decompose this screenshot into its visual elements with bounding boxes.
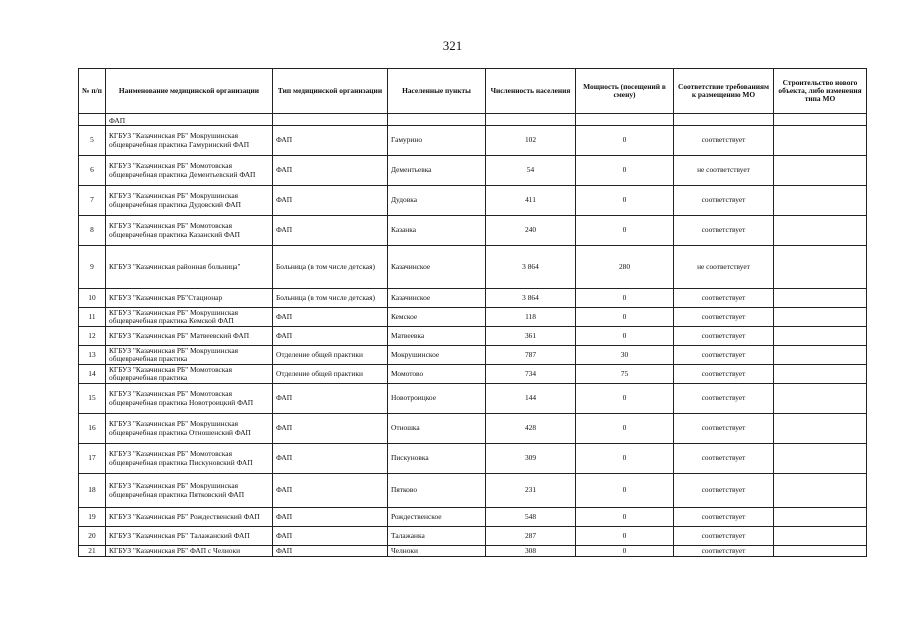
cell-num: 17	[79, 444, 106, 474]
cell-type: Больница (в том числе детская)	[273, 246, 388, 289]
cell-place: Матвеевка	[388, 327, 486, 346]
cell-name: КГБУЗ "Казачинская РБ" Матвеевский ФАП	[106, 327, 273, 346]
cell-population: 734	[486, 365, 576, 384]
cell-compliance: соответствует	[674, 126, 774, 156]
cell-type: ФАП	[273, 156, 388, 186]
cell-capacity	[576, 114, 674, 126]
table-row	[79, 527, 867, 546]
cell-compliance: соответствует	[674, 289, 774, 308]
cell-place: Талажанка	[388, 527, 486, 546]
cell-type: ФАП	[273, 444, 388, 474]
cell-type: ФАП	[273, 384, 388, 414]
cell-place: Дудовка	[388, 186, 486, 216]
cell-population: 309	[486, 444, 576, 474]
header-compliance: Соответствие требованиям к размещению МО	[674, 69, 774, 114]
page-number: 321	[442, 38, 463, 53]
cell-construction	[774, 126, 867, 156]
table-row	[79, 327, 867, 346]
cell-capacity: 0	[576, 308, 674, 327]
cell-num: 16	[79, 414, 106, 444]
cell-capacity: 0	[576, 527, 674, 546]
cell-num: 14	[79, 365, 106, 384]
cell-capacity: 75	[576, 365, 674, 384]
cell-compliance: соответствует	[674, 508, 774, 527]
continuation-row	[79, 114, 867, 126]
cell-capacity: 0	[576, 126, 674, 156]
medical-organizations-table	[78, 68, 867, 557]
cell-population: 3 864	[486, 289, 576, 308]
table-row	[79, 414, 867, 444]
cell-type	[273, 114, 388, 126]
cell-population: 361	[486, 327, 576, 346]
cell-compliance: соответствует	[674, 216, 774, 246]
table-row	[79, 308, 867, 327]
header-place: Населенные пункты	[388, 69, 486, 114]
table-row	[79, 216, 867, 246]
cell-name: КГБУЗ "Казачинская РБ" Мокрушинская общеврачебная практика Гамуринский ФАП	[106, 126, 273, 156]
cell-construction	[774, 114, 867, 126]
cell-name: КГБУЗ "Казачинская РБ" ФАП с Челноки	[106, 546, 273, 557]
table-row	[79, 474, 867, 508]
cell-num: 19	[79, 508, 106, 527]
cell-name: КГБУЗ "Казачинская РБ" Мокрушинская общеврачебная практика Пятковский ФАП	[106, 474, 273, 508]
cell-construction	[774, 327, 867, 346]
cell-place: Мокрушинское	[388, 346, 486, 365]
cell-compliance	[674, 114, 774, 126]
cell-population: 308	[486, 546, 576, 557]
cell-type: ФАП	[273, 414, 388, 444]
cell-population: 3 864	[486, 246, 576, 289]
cell-num: 9	[79, 246, 106, 289]
cell-type: Больница (в том числе детская)	[273, 289, 388, 308]
cell-population: 231	[486, 474, 576, 508]
table-row	[79, 186, 867, 216]
cell-place: Казанка	[388, 216, 486, 246]
cell-construction	[774, 527, 867, 546]
table-row	[79, 365, 867, 384]
cell-num: 11	[79, 308, 106, 327]
cell-construction	[774, 508, 867, 527]
cell-num: 6	[79, 156, 106, 186]
cell-type: ФАП	[273, 474, 388, 508]
cell-num: 15	[79, 384, 106, 414]
cell-construction	[774, 289, 867, 308]
cell-place: Дементьевка	[388, 156, 486, 186]
table-row	[79, 508, 867, 527]
header-construction: Строительство нового объекта, либо изменения типа МО	[774, 69, 867, 114]
cell-population: 240	[486, 216, 576, 246]
cell-num: 5	[79, 126, 106, 156]
cell-capacity: 0	[576, 508, 674, 527]
cell-capacity: 30	[576, 346, 674, 365]
cell-capacity: 0	[576, 156, 674, 186]
cell-name: КГБУЗ "Казачинская РБ" Рождественский ФАП	[106, 508, 273, 527]
cell-capacity: 0	[576, 289, 674, 308]
table-row	[79, 546, 867, 557]
cell-type: ФАП	[273, 186, 388, 216]
table-row	[79, 246, 867, 289]
table-header-row	[79, 69, 867, 114]
cell-place: Казачинское	[388, 289, 486, 308]
cell-construction	[774, 546, 867, 557]
cell-compliance: соответствует	[674, 308, 774, 327]
cell-construction	[774, 384, 867, 414]
cell-capacity: 0	[576, 546, 674, 557]
cell-type: ФАП	[273, 527, 388, 546]
cell-compliance: соответствует	[674, 527, 774, 546]
cell-place: Пискуновка	[388, 444, 486, 474]
cell-capacity: 0	[576, 414, 674, 444]
table-row	[79, 384, 867, 414]
cell-place: Момотово	[388, 365, 486, 384]
cell-name: КГБУЗ "Казачинская РБ" Мокрушинская общеврачебная практика Кемской ФАП	[106, 308, 273, 327]
cell-population	[486, 114, 576, 126]
cell-compliance: соответствует	[674, 546, 774, 557]
cell-name: КГБУЗ "Казачинская РБ" Мокрушинская общеврачебная практика Дудовский ФАП	[106, 186, 273, 216]
header-type: Тип медицинской организации	[273, 69, 388, 114]
cell-compliance: соответствует	[674, 444, 774, 474]
table-body	[79, 114, 867, 557]
cell-type: Отделение общей практики	[273, 346, 388, 365]
cell-name: КГБУЗ "Казачинская РБ"Стационар	[106, 289, 273, 308]
cell-place: Челноки	[388, 546, 486, 557]
cell-num: 10	[79, 289, 106, 308]
cell-compliance: соответствует	[674, 346, 774, 365]
cell-construction	[774, 414, 867, 444]
table-row	[79, 346, 867, 365]
cell-capacity: 0	[576, 384, 674, 414]
cell-capacity: 0	[576, 327, 674, 346]
cell-num: 21	[79, 546, 106, 557]
cell-population: 787	[486, 346, 576, 365]
cell-place: Казачинское	[388, 246, 486, 289]
cell-num: 12	[79, 327, 106, 346]
cell-construction	[774, 474, 867, 508]
cell-type: ФАП	[273, 546, 388, 557]
cell-num: 13	[79, 346, 106, 365]
cell-construction	[774, 216, 867, 246]
header-capacity: Мощность (посещений в смену)	[576, 69, 674, 114]
cell-type: ФАП	[273, 216, 388, 246]
cell-place: Пятково	[388, 474, 486, 508]
cell-type: ФАП	[273, 327, 388, 346]
cell-capacity: 0	[576, 216, 674, 246]
cell-name: КГБУЗ "Казачинская РБ" Момотовская общеврачебная практика Дементьевский ФАП	[106, 156, 273, 186]
cell-construction	[774, 346, 867, 365]
table-row	[79, 289, 867, 308]
cell-construction	[774, 308, 867, 327]
cell-population: 411	[486, 186, 576, 216]
cell-capacity: 0	[576, 474, 674, 508]
cell-population: 54	[486, 156, 576, 186]
cell-compliance: соответствует	[674, 474, 774, 508]
cell-compliance: соответствует	[674, 365, 774, 384]
cell-num: 18	[79, 474, 106, 508]
cell-population: 144	[486, 384, 576, 414]
cell-construction	[774, 246, 867, 289]
cell-construction	[774, 444, 867, 474]
cell-place: Кемское	[388, 308, 486, 327]
cell-num: 20	[79, 527, 106, 546]
cell-place: Новотроицкое	[388, 384, 486, 414]
table-row	[79, 126, 867, 156]
header-name: Наименование медицинской организации	[106, 69, 273, 114]
cell-place	[388, 114, 486, 126]
table-row	[79, 444, 867, 474]
cell-population: 287	[486, 527, 576, 546]
cell-capacity: 280	[576, 246, 674, 289]
cell-type: ФАП	[273, 126, 388, 156]
cell-capacity: 0	[576, 444, 674, 474]
cell-construction	[774, 156, 867, 186]
cell-type: Отделение общей практики	[273, 365, 388, 384]
cell-num: 7	[79, 186, 106, 216]
header-num: № п/п	[79, 69, 106, 114]
cell-name: КГБУЗ "Казачинская районная больница"	[106, 246, 273, 289]
cell-type: ФАП	[273, 308, 388, 327]
cell-name: КГБУЗ "Казачинская РБ" Момотовская общеврачебная практика Казанский ФАП	[106, 216, 273, 246]
cell-name: КГБУЗ "Казачинская РБ" Мокрушинская общеврачебная практика	[106, 346, 273, 365]
cell-name: КГБУЗ "Казачинская РБ" Момотовская общеврачебная практика	[106, 365, 273, 384]
cell-compliance: соответствует	[674, 414, 774, 444]
cell-name: КГБУЗ "Казачинская РБ" Талажанский ФАП	[106, 527, 273, 546]
cell-type: ФАП	[273, 508, 388, 527]
cell-compliance: соответствует	[674, 384, 774, 414]
cell-name: КГБУЗ "Казачинская РБ" Мокрушинская общеврачебная практика Отношенский ФАП	[106, 414, 273, 444]
cell-place: Отношка	[388, 414, 486, 444]
table-row	[79, 156, 867, 186]
cell-population: 102	[486, 126, 576, 156]
cell-capacity: 0	[576, 186, 674, 216]
cell-compliance: соответствует	[674, 186, 774, 216]
cell-name: КГБУЗ "Казачинская РБ" Момотовская общеврачебная практика Новотроицкий ФАП	[106, 384, 273, 414]
cell-construction	[774, 365, 867, 384]
cell-construction	[774, 186, 867, 216]
cell-population: 118	[486, 308, 576, 327]
cell-place: Рождественское	[388, 508, 486, 527]
cell-population: 548	[486, 508, 576, 527]
cell-num	[79, 114, 106, 126]
cell-compliance: не соответствует	[674, 156, 774, 186]
cell-num: 8	[79, 216, 106, 246]
cell-population: 428	[486, 414, 576, 444]
cell-place: Гамурино	[388, 126, 486, 156]
header-population: Численность населения	[486, 69, 576, 114]
cell-name: КГБУЗ "Казачинская РБ" Момотовская общеврачебная практика Пискуновский ФАП	[106, 444, 273, 474]
cell-compliance: не соответствует	[674, 246, 774, 289]
cell-compliance: соответствует	[674, 327, 774, 346]
cell-name: ФАП	[106, 114, 273, 126]
